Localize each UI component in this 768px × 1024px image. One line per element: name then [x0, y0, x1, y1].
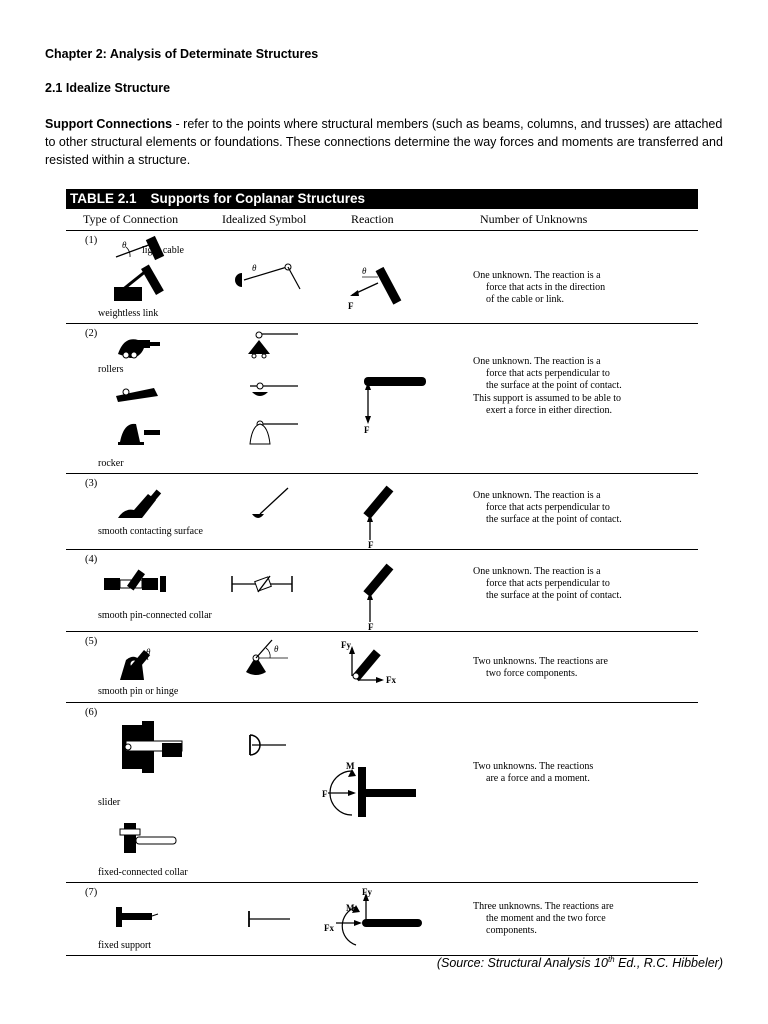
- unknowns-description: [473, 490, 698, 527]
- intro-term: Support Connections: [45, 117, 173, 131]
- cable-reaction-diagram: [342, 263, 412, 319]
- source-sup: th: [607, 955, 615, 964]
- idealized-roller-symbols: [244, 326, 314, 450]
- desc-line: One unknown. The reaction is a: [473, 490, 601, 501]
- row1-reaction-theta-label: θ: [362, 266, 367, 276]
- table-title-bar: [66, 189, 698, 209]
- source-citation: [437, 955, 723, 970]
- row1-theta-label: θ: [122, 240, 127, 250]
- smooth-surface-illustration: [114, 484, 174, 524]
- idealized-fixed-symbol: [246, 909, 296, 929]
- idealized-collar-symbol: [230, 572, 296, 598]
- desc-line: One unknown. The reaction is a: [473, 356, 601, 367]
- unknowns-description: [473, 901, 698, 938]
- desc-line: the surface at the point of contact.: [486, 514, 622, 526]
- row7-moment-label: M: [346, 903, 355, 913]
- row-number: (5): [85, 636, 98, 647]
- row7-fy-label: Fy: [362, 887, 372, 897]
- rollers-rocker-illustration: [110, 330, 170, 458]
- table-row: [66, 550, 698, 632]
- column-header-symbol: Idealized Symbol: [222, 212, 307, 226]
- source-post: Ed., R.C. Hibbeler): [614, 956, 723, 971]
- row6-force-label: F: [322, 789, 328, 799]
- caption-fixed-support: fixed support: [98, 940, 152, 951]
- desc-line: are a force and a moment.: [486, 773, 590, 785]
- row-number: (6): [85, 707, 98, 718]
- idealized-slider-symbol: [246, 731, 296, 761]
- source-pre: (Source: Structural Analysis 10: [436, 956, 608, 971]
- desc-line: components.: [486, 925, 537, 937]
- table-header: [66, 209, 698, 231]
- intro-text: - refer to the points where structural members (such as beams, columns, and trusses) are attached to other structural elements or foundations. These connections determine the way forces and moments are transferred and resisted within a structure.: [45, 117, 723, 167]
- row6-moment-label: M: [346, 761, 355, 771]
- fixed-support-illustration: [112, 905, 162, 929]
- unknowns-description: [473, 566, 698, 603]
- caption-fixed-collar: fixed-connected collar: [98, 867, 188, 878]
- column-header-reaction: Reaction: [351, 212, 394, 226]
- unknowns-description: [473, 761, 698, 785]
- idealized-smooth-surface-symbol: [250, 484, 300, 524]
- unknowns-description: [473, 656, 698, 680]
- desc-line: Three unknowns. The reactions are: [473, 901, 614, 912]
- slider-reaction-diagram: [322, 757, 422, 827]
- chapter-heading: Chapter 2: Analysis of Determinate Structures: [45, 47, 319, 61]
- supports-table: [66, 189, 698, 956]
- caption-rollers: rollers: [98, 364, 124, 375]
- desc-line: two force components.: [486, 668, 578, 680]
- row3-force-label: F: [368, 540, 374, 550]
- row4-force-label: F: [368, 622, 374, 632]
- row1-symbol-theta-label: θ: [252, 263, 257, 273]
- desc-line: One unknown. The reaction is a: [473, 270, 601, 281]
- row5-fx-label: Fx: [386, 675, 396, 685]
- intro-paragraph: [45, 115, 729, 169]
- desc-line: of the cable or link.: [486, 294, 565, 306]
- row1-force-label: F: [348, 301, 354, 311]
- pin-hinge-illustration: [116, 640, 176, 684]
- caption-pin-hinge: smooth pin or hinge: [98, 686, 179, 697]
- desc-line: force that acts perpendicular to: [486, 368, 610, 380]
- table-title: Supports for Coplanar Structures: [150, 191, 366, 206]
- desc-line: the moment and the two force: [486, 913, 606, 925]
- row5-fy-label: Fy: [341, 640, 351, 650]
- table-row: [66, 632, 698, 703]
- desc-line: One unknown. The reaction is a: [473, 566, 601, 577]
- caption-smooth-surface: smooth contacting surface: [98, 526, 203, 537]
- desc-line: force that acts perpendicular to: [486, 578, 610, 590]
- column-header-connection: Type of Connection: [83, 212, 179, 226]
- slider-collar-illustration: [118, 717, 198, 857]
- row7-fx-label: Fx: [324, 923, 334, 933]
- unknowns-description: [473, 356, 698, 417]
- unknowns-description: [473, 270, 698, 307]
- row2-force-label: F: [364, 425, 370, 435]
- idealized-pin-symbol: [242, 636, 312, 680]
- table-row: [66, 324, 698, 474]
- smooth-surface-reaction-diagram: [358, 482, 408, 548]
- pin-reaction-diagram: [338, 636, 408, 690]
- table-row: [66, 474, 698, 550]
- table-number: TABLE 2.1: [70, 191, 137, 206]
- row-number: (1): [85, 235, 98, 246]
- caption-slider: slider: [98, 797, 121, 808]
- desc-line: Two unknowns. The reactions are: [473, 656, 608, 667]
- section-heading: 2.1 Idealize Structure: [45, 81, 171, 95]
- desc-line: the surface at the point of contact.: [486, 380, 622, 392]
- row-number: (4): [85, 554, 98, 565]
- table-row: [66, 231, 698, 324]
- desc-line: the surface at the point of contact.: [486, 590, 622, 602]
- row-number: (7): [85, 887, 98, 898]
- table-row: [66, 883, 698, 956]
- caption-rocker: rocker: [98, 458, 124, 469]
- row-number: (3): [85, 478, 98, 489]
- desc-line: force that acts in the direction: [486, 282, 606, 294]
- pin-collar-illustration: [102, 568, 172, 598]
- caption-light-cable: light cable: [142, 245, 184, 256]
- desc-line: exert a force in either direction.: [486, 404, 613, 416]
- row-number: (2): [85, 328, 98, 339]
- fixed-reaction-diagram: [322, 887, 428, 949]
- row5-theta-label: θ: [146, 647, 151, 657]
- desc-line: This support is assumed to be able to: [473, 392, 622, 404]
- collar-reaction-diagram: [358, 560, 408, 630]
- table-row: [66, 703, 698, 883]
- column-header-unknowns: Number of Unknowns: [480, 212, 588, 226]
- desc-line: Two unknowns. The reactions: [473, 761, 594, 772]
- caption-weightless-link: weightless link: [98, 308, 159, 319]
- row5-symbol-theta-label: θ: [274, 644, 279, 654]
- idealized-cable-symbol: [238, 259, 308, 309]
- desc-line: force that acts perpendicular to: [486, 502, 610, 514]
- roller-reaction-diagram: [356, 372, 436, 435]
- caption-pin-collar: smooth pin-connected collar: [98, 610, 212, 621]
